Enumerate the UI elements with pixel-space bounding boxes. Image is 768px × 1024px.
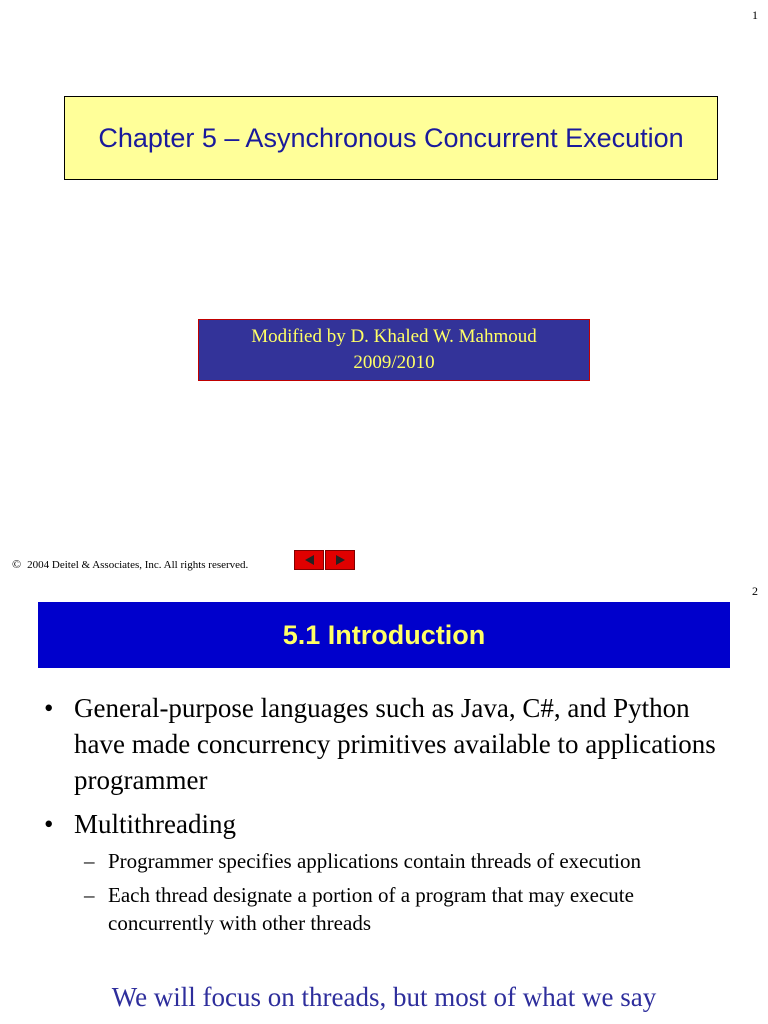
previous-slide-button[interactable]	[294, 550, 324, 570]
bullet-text: General-purpose languages such as Java, C#, and Python have made concurrency primitives available to applications programmer	[74, 693, 716, 795]
copyright-footer	[12, 557, 248, 572]
credit-year: 2009/2010	[353, 352, 435, 373]
sub-bullet-item	[84, 881, 734, 937]
bullet-item	[44, 690, 724, 798]
sub-bullet-marker: –	[84, 849, 95, 873]
chapter-title-box	[64, 96, 718, 180]
chapter-title: Chapter 5 – Asynchronous Concurrent Execution	[98, 123, 684, 153]
focus-note: We will focus on threads, but most of what we say	[111, 982, 657, 1012]
copyright-text: 2004 Deitel & Associates, Inc. All rights reserved.	[27, 558, 249, 571]
credit-author: Modified by D. Khaled W. Mahmoud	[251, 326, 537, 347]
page-number-1: 1	[752, 8, 758, 22]
bullet-marker: •	[44, 809, 54, 839]
sub-bullet-marker: –	[84, 883, 95, 907]
next-slide-button[interactable]	[325, 550, 355, 570]
section-heading-bar	[38, 602, 730, 668]
triangle-left-icon	[305, 555, 314, 565]
page-number-2: 2	[752, 584, 758, 598]
section-heading: 5.1 Introduction	[282, 619, 486, 650]
credit-box	[198, 319, 590, 381]
bullet-text: Multithreading	[74, 809, 236, 839]
sub-bullet-text: Programmer specifies applications contain threads of execution	[108, 849, 641, 873]
sub-bullet-text: Each thread designate a portion of a program that may execute concurrently with other threads	[108, 883, 634, 935]
triangle-right-icon	[336, 555, 345, 565]
bullet-item	[44, 806, 724, 842]
bullet-marker: •	[44, 693, 54, 723]
copyright-symbol: ©	[12, 557, 22, 571]
sub-bullet-item	[84, 847, 734, 875]
